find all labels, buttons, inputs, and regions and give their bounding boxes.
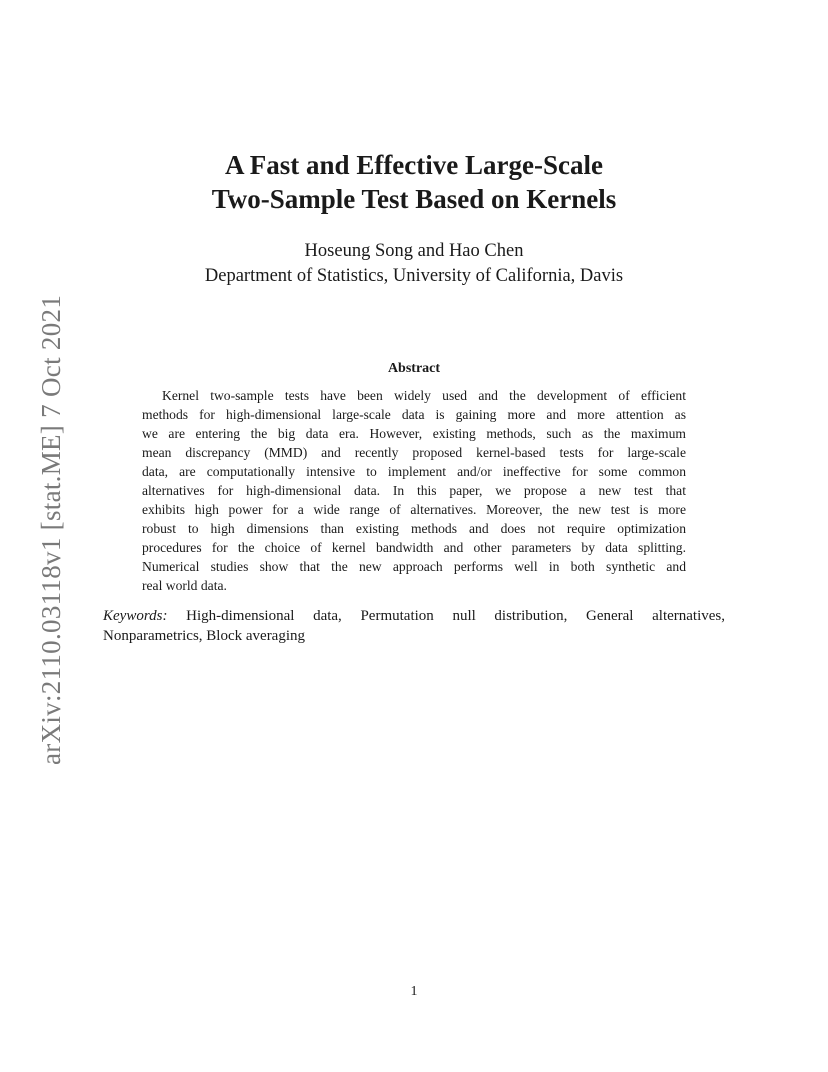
abstract-line: real world data. <box>142 578 227 593</box>
abstract-line: procedures for the choice of kernel bandwidth and other parameters by data splitting. <box>142 540 686 555</box>
abstract-line: Kernel two-sample tests have been widely used and the development of efficient <box>162 388 686 403</box>
author-affiliation: Department of Statistics, University of California, Davis <box>204 266 624 286</box>
keywords-line-2: Nonparametrics, Block averaging <box>103 628 306 644</box>
abstract-line: data, are computationally intensive to implement and/or ineffective for some common <box>142 464 686 479</box>
abstract-line: we are entering the big data era. However, existing methods, such as the maximum <box>142 426 686 441</box>
paper-title <box>0 148 828 216</box>
abstract-line: robust to high dimensions than existing methods and does not require optimization <box>142 521 686 536</box>
title-line-1: A Fast and Effective Large-Scale <box>225 150 603 180</box>
author-names: Hoseung Song and Hao Chen <box>304 241 524 261</box>
abstract-line: methods for high-dimensional large-scale data is gaining more and more attention as <box>142 407 686 422</box>
arxiv-identifier-stamp: arXiv:2110.03118v1 [stat.ME] 7 Oct 2021 <box>36 294 66 765</box>
abstract-line: exhibits high power for a wide range of alternatives. Moreover, the new test is more <box>142 502 686 517</box>
keywords-line-1 <box>103 606 725 626</box>
abstract-line: alternatives for high-dimensional data. In this paper, we propose a new test that <box>142 483 686 498</box>
abstract-body <box>142 386 686 595</box>
keywords-text-1: High-dimensional data, Permutation null distribution, General alternatives, <box>186 608 726 624</box>
abstract-line: Numerical studies show that the new approach performs well in both synthetic and <box>142 559 686 574</box>
title-line-2: Two-Sample Test Based on Kernels <box>211 184 617 214</box>
abstract-heading: Abstract <box>387 361 441 376</box>
author-block <box>0 239 828 289</box>
abstract-line: mean discrepancy (MMD) and recently proposed kernel-based tests for large-scale <box>142 445 686 460</box>
keywords-block <box>103 606 725 646</box>
keywords-label: Keywords: <box>103 608 168 624</box>
page-number: 1 <box>410 984 418 999</box>
